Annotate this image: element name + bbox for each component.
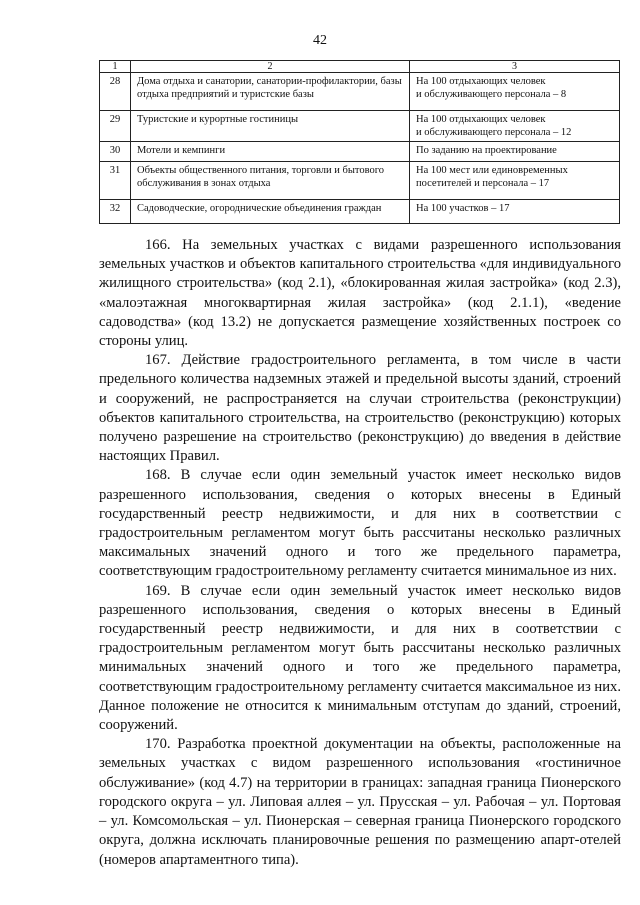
paragraph-166: 166. На земельных участках с видами разрешенного использования земельных участков и объектов капитального строительства «для индивидуального жилищного строительства» (код 2.1), «блокированная жилая застройка» (код 2.3), «малоэтажная многоквартирная жилая застройка» (код 2.1.1), «ведение садоводства» (код 13.2) не допускается размещение хозяйственных построек со стороны улиц.: [99, 237, 621, 350]
facility-type: Дома отдыха и санатории, санатории-профилактории, базы отдыха предприятий и туристские базы: [131, 73, 410, 111]
norm-line-1: На 100 отдыхающих человек: [416, 76, 546, 87]
table-header-row: [100, 61, 620, 73]
header-cell-2: 2: [131, 61, 410, 73]
norm-cell: [410, 142, 620, 162]
norm-line-1: По заданию на проектирование: [416, 145, 557, 157]
norm-line-2: посетителей и персонала – 17: [416, 178, 550, 190]
table-row: [100, 200, 620, 224]
facility-type: Садоводческие, огороднические объединения граждан: [131, 200, 410, 224]
row-number: 31: [100, 162, 131, 200]
row-number: 28: [100, 73, 131, 111]
norm-cell: [410, 111, 620, 142]
norm-line-1: На 100 отдыхающих человек: [416, 114, 546, 125]
paragraph-168: 168. В случае если один земельный участок имеет несколько видов разрешенного использования, сведения о которых внесены в Единый государственный реестр недвижимости, и для них в соответствии с градостроительным регламентом могут быть рассчитаны несколько различных максимальных значений одного и того же предельного параметра, соответствующим градостроительному регламенту считается минимальное из них.: [99, 467, 621, 580]
table-row: [100, 142, 620, 162]
facility-type: Объекты общественного питания, торговли и бытового обслуживания в зонах отдыха: [131, 162, 410, 200]
norm-line-2: и обслуживающего персонала – 8: [416, 89, 567, 101]
row-number: 29: [100, 111, 131, 142]
table-row: [100, 73, 620, 111]
paragraph-169: 169. В случае если один земельный участок имеет несколько видов разрешенного использования, сведения о которых внесены в Единый государственный реестр недвижимости, и для них в соответствии с градостроительным регламентом могут быть рассчитаны несколько различных минимальных значений одного и того же предельного параметра, соответствующим градостроительному регламенту считается максимальное из них. Данное положение не относится к минимальным отступам до зданий, строений, сооружений.: [99, 582, 621, 734]
header-cell-1: 1: [100, 61, 131, 73]
norm-line-1: На 100 участков – 17: [416, 203, 510, 215]
norm-line-1: На 100 мест или единовременных: [416, 165, 568, 177]
facility-type: Мотели и кемпинги: [131, 142, 410, 162]
body-text: [99, 236, 621, 870]
norm-cell: [410, 162, 620, 200]
header-cell-3: 3: [410, 61, 620, 73]
norm-line-2: и обслуживающего персонала – 12: [416, 127, 572, 139]
row-number: 30: [100, 142, 131, 162]
norm-cell: [410, 200, 620, 224]
page-number: 42: [313, 33, 327, 48]
row-number: 32: [100, 200, 131, 224]
norms-table: [99, 60, 620, 224]
paragraph-170: 170. Разработка проектной документации на объекты, расположенные на земельных участках с видом разрешенного использования «гостиничное обслуживание» (код 4.7) на территории в границах: западная граница Пионерского городского округа – ул. Липовая аллея – ул. Прусская – ул. Рабочая – ул. Портовая – ул. Комсомольская – ул. Пионерская – северная граница Пионерского городского округа, должна исключать планировочные решения по размещению апарт-отелей (номеров апартаментного типа).: [99, 736, 621, 868]
table-row: [100, 111, 620, 142]
table-row: [100, 162, 620, 200]
facility-type: Туристские и курортные гостиницы: [131, 111, 410, 142]
paragraph-167: 167. Действие градостроительного регламента, в том числе в части предельного количества надземных этажей и предельной высоты зданий, строений и сооружений, не распространяется на случаи строительства (реконструкции) объектов капитального строительства, на строительство (реконструкцию) которых получено разрешение на строительство (реконструкцию) до введения в действие настоящих Правил.: [99, 352, 621, 465]
norm-cell: [410, 73, 620, 111]
